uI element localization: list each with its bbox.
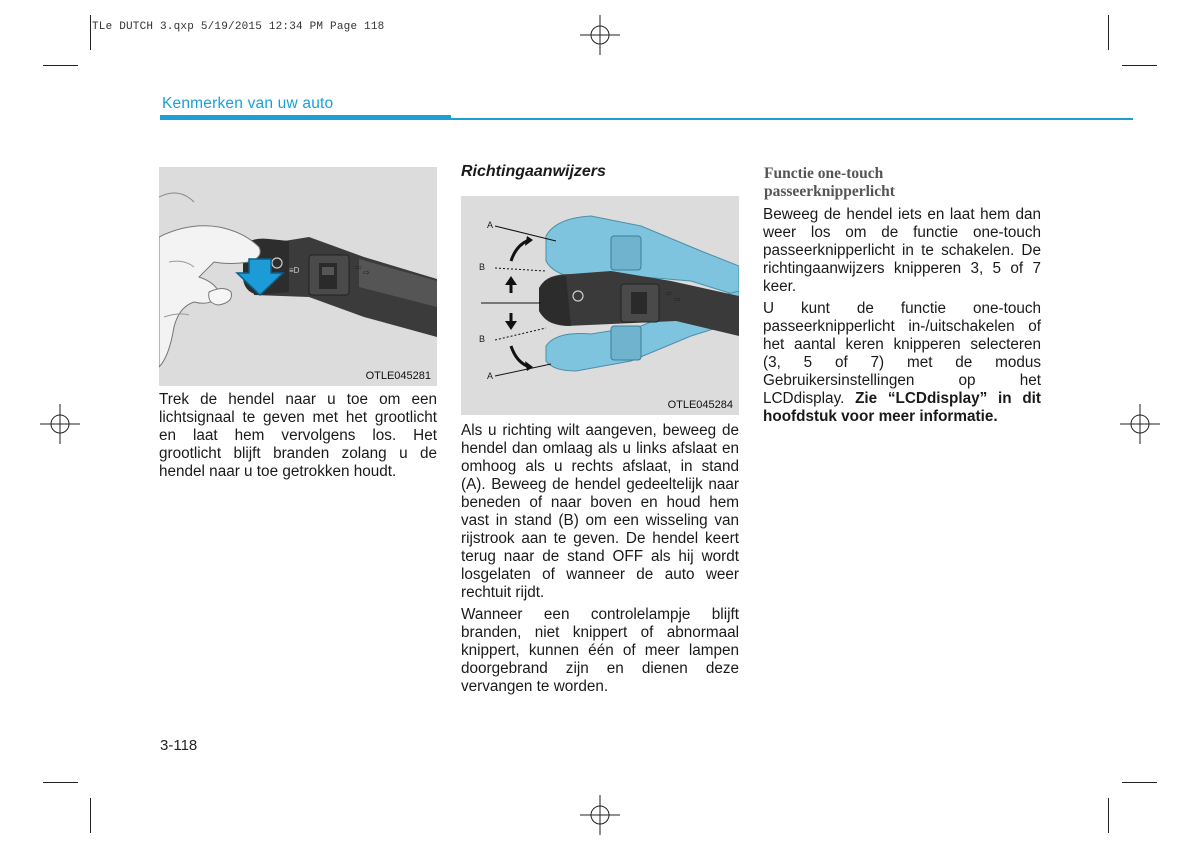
svg-text:⇨: ⇨ xyxy=(674,295,681,304)
svg-text:≡D: ≡D xyxy=(289,266,300,275)
one-touch-text: Beweeg de hendel iets en laat hem dan weer los om de functie one-touch passeerknipperlicht in te schakelen. De richtingaanwijzers knipperen 3, 5 of 7 keer. xyxy=(763,206,1041,295)
svg-text:⇦: ⇦ xyxy=(355,263,362,272)
figure-code: OTLE045281 xyxy=(365,370,431,382)
crop-mark-bottom-right-h xyxy=(1122,782,1157,783)
lever-flash-text: Trek de hendel naar u toe om een lichtsignaal te geven met het grootlicht en laat hem vervolgens los. Het grootlicht blijft branden zolang u de hendel naar u toe getrokken houdt. xyxy=(159,391,437,480)
label-b-top: B xyxy=(479,262,486,272)
registration-mark-bottom xyxy=(580,795,620,835)
figure-turn-signal xyxy=(461,196,739,415)
middle-paragraphs xyxy=(461,422,739,700)
one-touch-heading: Functie one-touch passeerknipperlicht xyxy=(764,165,895,200)
registration-mark-left xyxy=(40,404,80,444)
figure-code: OTLE045284 xyxy=(667,399,733,411)
header-rule-thick xyxy=(160,115,451,120)
turn-signal-text: Als u richting wilt aangeven, beweeg de hendel dan omlaag als u links afslaat en omhoog als u rechts afslaat, in stand (A). Beweeg de hendel gedeeltelijk naar beneden of naar boven en houd hem vast in stand (B) om een wisseling van rijstrook aan te geven. De hendel keert terug naar de stand OFF als hij wordt losgelaten of wanneer de auto weer rechtuit rijdt. xyxy=(461,422,739,601)
one-touch-settings-ref: Zie “LCDdisplay” in dit hoofdstuk voor meer informatie. xyxy=(763,390,1042,425)
crop-mark-top-right-h xyxy=(1122,65,1157,66)
crop-mark-top-right-v xyxy=(1108,15,1109,50)
one-touch-settings-text xyxy=(763,300,1041,426)
crop-mark-bottom-left-v xyxy=(90,798,91,833)
svg-text:⇦: ⇦ xyxy=(666,289,673,298)
label-b-bottom: B xyxy=(479,334,486,344)
right-paragraphs xyxy=(763,206,1041,430)
crop-mark-top-left-v xyxy=(90,15,91,50)
registration-mark-top xyxy=(580,15,620,55)
page-number: 3-118 xyxy=(160,737,198,754)
print-slug: TLe DUTCH 3.qxp 5/19/2015 12:34 PM Page 118 xyxy=(92,21,385,33)
header-rule-thin xyxy=(451,118,1133,120)
figure-lever-flash xyxy=(159,167,437,386)
crop-mark-bottom-left-h xyxy=(43,782,78,783)
svg-text:⇨: ⇨ xyxy=(363,268,370,277)
label-a-top: A xyxy=(487,220,494,230)
left-paragraph xyxy=(159,391,437,485)
label-a-bottom: A xyxy=(487,371,494,381)
turn-signal-heading: Richtingaanwijzers xyxy=(461,163,606,180)
indicator-warning-text: Wanneer een controlelampje blijft branden, niet knippert of abnormaal knippert, kunnen één of meer lampen doorgebrand zijn en dienen deze vervangen te worden. xyxy=(461,606,739,695)
crop-mark-top-left-h xyxy=(43,65,78,66)
crop-mark-bottom-right-v xyxy=(1108,798,1109,833)
turn-signal-illustration xyxy=(461,196,739,415)
one-touch-settings-normal: U kunt de functie one-touch passeerknipperlicht in-/uitschakelen of het aantal keren knipperen selecteren (3, 5 of 7) met de modus Gebruikersinstellingen op het LCDdisplay. xyxy=(763,300,1041,407)
section-title: Kenmerken van uw auto xyxy=(162,95,334,112)
registration-mark-right xyxy=(1120,404,1160,444)
lever-flash-illustration xyxy=(159,167,437,386)
